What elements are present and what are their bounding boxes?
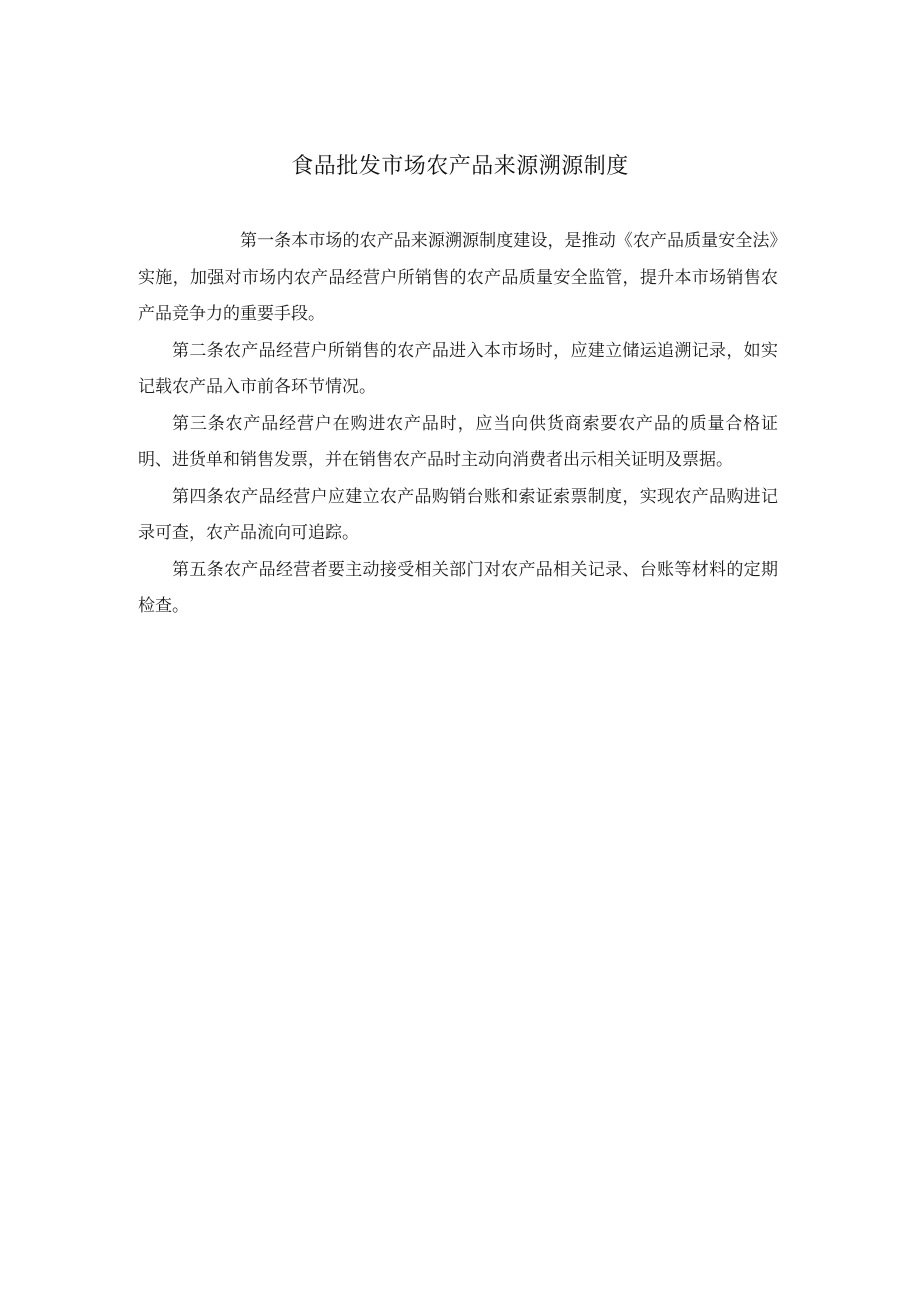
article-1-paragraph: 第一条本市场的农产品来源溯源制度建设，是推动《农产品质量安全法》实施，加强对市场内农产品经营户所销售的农产品质量安全监管，提升本市场销售农产品竞争力的重要手段。 [138,231,778,324]
article-2-paragraph: 第二条农产品经营户所销售的农产品进入本市场时，应建立储运追溯记录，如实记载农产品入市前各环节情况。 [138,340,778,397]
article-4-paragraph: 第四条农产品经营户应建立农产品购销台账和索证索票制度，实现农产品购进记录可查，农产品流向可追踪。 [138,486,778,543]
article-3-paragraph: 第三条农产品经营户在购进农产品时，应当向供货商索要农产品的质量合格证明、进货单和销售发票，并在销售农产品时主动向消费者出示相关证明及票据。 [138,413,778,470]
article-5-paragraph: 第五条农产品经营者要主动接受相关部门对农产品相关记录、台账等材料的定期检查。 [138,559,778,616]
document-body [138,223,778,625]
document-title: 食品批发市场农产品来源溯源制度 [291,154,629,179]
